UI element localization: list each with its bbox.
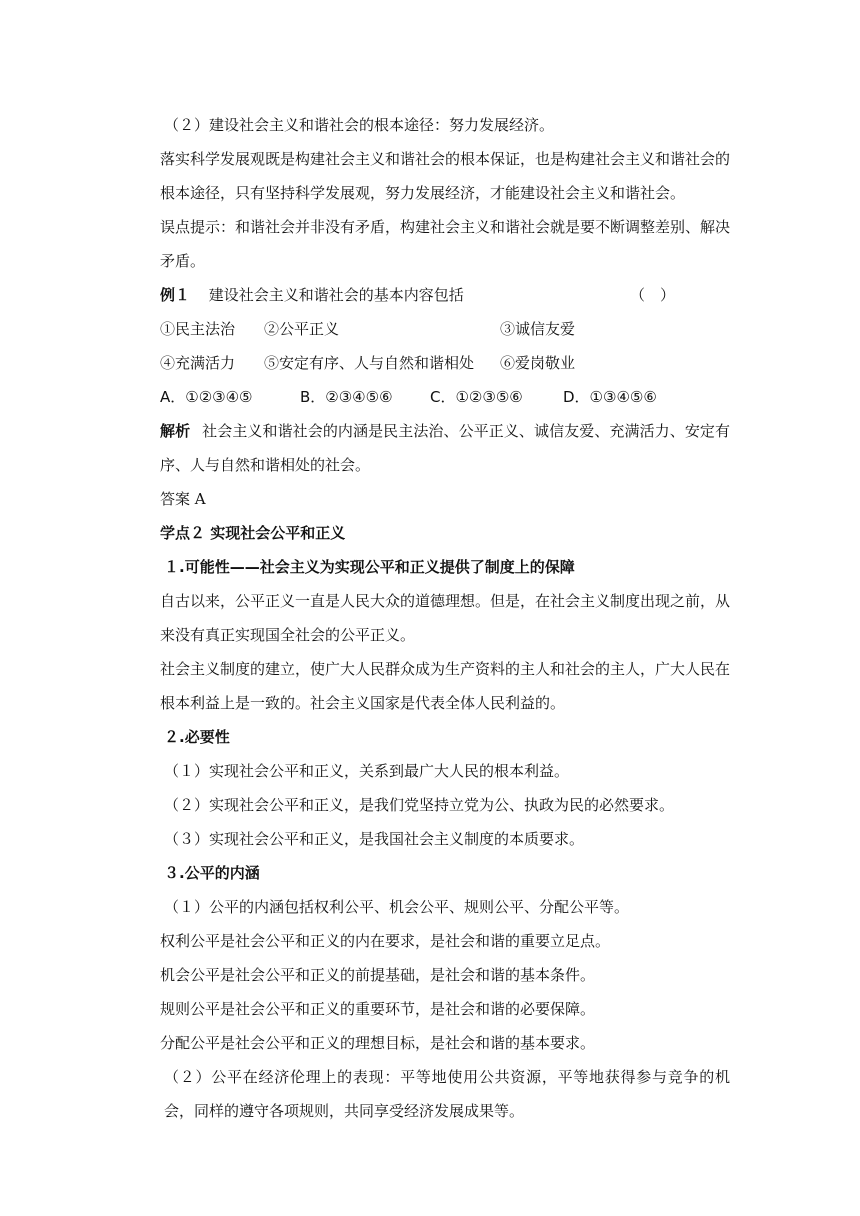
heading-necessity: ２.必要性 — [164, 728, 230, 746]
heading-possibility: １.可能性——社会主义为实现公平和正义提供了制度上的保障 — [164, 558, 575, 576]
analysis-label: 解析 — [160, 422, 191, 440]
option-2: ②公平正义 — [264, 320, 340, 338]
example-question-row — [130, 278, 730, 312]
section-title-point2: 学点２ 实现社会公平和正义 — [160, 524, 346, 542]
option-1: ①民主法治 — [160, 320, 236, 338]
option-4: ④充满活力 — [160, 354, 236, 372]
necessity-item-2: （２）实现社会公平和正义，是我们党坚持立党为公、执政为民的必然要求。 — [164, 796, 675, 814]
example-label: 例１ — [160, 286, 191, 304]
choice-d: D．①③④⑤⑥ — [563, 388, 657, 406]
answer-line: 答案 A — [160, 490, 206, 508]
necessity-item-3: （３）实现社会公平和正义，是我国社会主义制度的本质要求。 — [164, 830, 585, 848]
choice-b: B．②③④⑤⑥ — [300, 388, 393, 406]
paragraph-socialist-system: 社会主义制度的建立，使广大人民群众成为生产资料的主人和社会的主人，广大人民在根本利益上是一致的。社会主义国家是代表全体人民利益的。 — [160, 660, 731, 712]
choice-c: C．①②③⑤⑥ — [430, 388, 523, 406]
analysis-text: 社会主义和谐社会的内涵是民主法治、公平正义、诚信友爱、充满活力、安定有序、人与自然和谐相处的社会。 — [160, 422, 730, 474]
necessity-item-1: （１）实现社会公平和正义，关系到最广大人民的根本利益。 — [164, 762, 570, 780]
connotation-rules: 规则公平是社会公平和正义的重要环节，是社会和谐的必要保障。 — [160, 1000, 596, 1018]
analysis-paragraph — [130, 414, 730, 482]
paragraph-scientific-development: 落实科学发展观既是构建社会主义和谐社会的根本保证，也是构建社会主义和谐社会的根本途径，只有坚持科学发展观，努力发展经济，才能建设社会主义和谐社会。 — [160, 150, 731, 202]
option-6: ⑥爱岗敬业 — [500, 354, 576, 372]
example-question: 建设社会主义和谐社会的基本内容包括 — [208, 286, 464, 304]
choice-a: A．①②③④⑤ — [160, 388, 253, 406]
options-row-2 — [130, 346, 730, 380]
heading-fairness-connotation: ３.公平的内涵 — [164, 864, 260, 882]
document-body — [130, 108, 730, 1128]
answer-choices-row — [130, 380, 730, 414]
option-3: ③诚信友爱 — [500, 320, 576, 338]
answer-parenthesis: （ ） — [629, 286, 675, 304]
option-5: ⑤安定有序、人与自然和谐相处 — [264, 354, 475, 372]
paragraph-fundamental-way: （２）建设社会主义和谐社会的根本途径：努力发展经济。 — [164, 116, 555, 134]
connotation-distribution: 分配公平是社会公平和正义的理想目标，是社会和谐的基本要求。 — [160, 1034, 596, 1052]
connotation-opportunity: 机会公平是社会公平和正义的前提基础，是社会和谐的基本条件。 — [160, 966, 596, 984]
connotation-item-1: （１）公平的内涵包括权利公平、机会公平、规则公平、分配公平等。 — [164, 898, 630, 916]
paragraph-ancient-ideal: 自古以来，公平正义一直是人民大众的道德理想。但是，在社会主义制度出现之前，从来没有真正实现国全社会的公平正义。 — [160, 592, 731, 644]
paragraph-error-tip: 误点提示：和谐社会并非没有矛盾，构建社会主义和谐社会就是要不断调整差别、解决矛盾。 — [160, 218, 731, 270]
options-row-1 — [130, 312, 730, 346]
connotation-economic-ethics: （２）公平在经济伦理上的表现：平等地使用公共资源，平等地获得参与竞争的机会，同样的遵守各项规则，共同享受经济发展成果等。 — [164, 1068, 730, 1120]
connotation-rights: 权利公平是社会公平和正义的内在要求，是社会和谐的重要立足点。 — [160, 932, 611, 950]
